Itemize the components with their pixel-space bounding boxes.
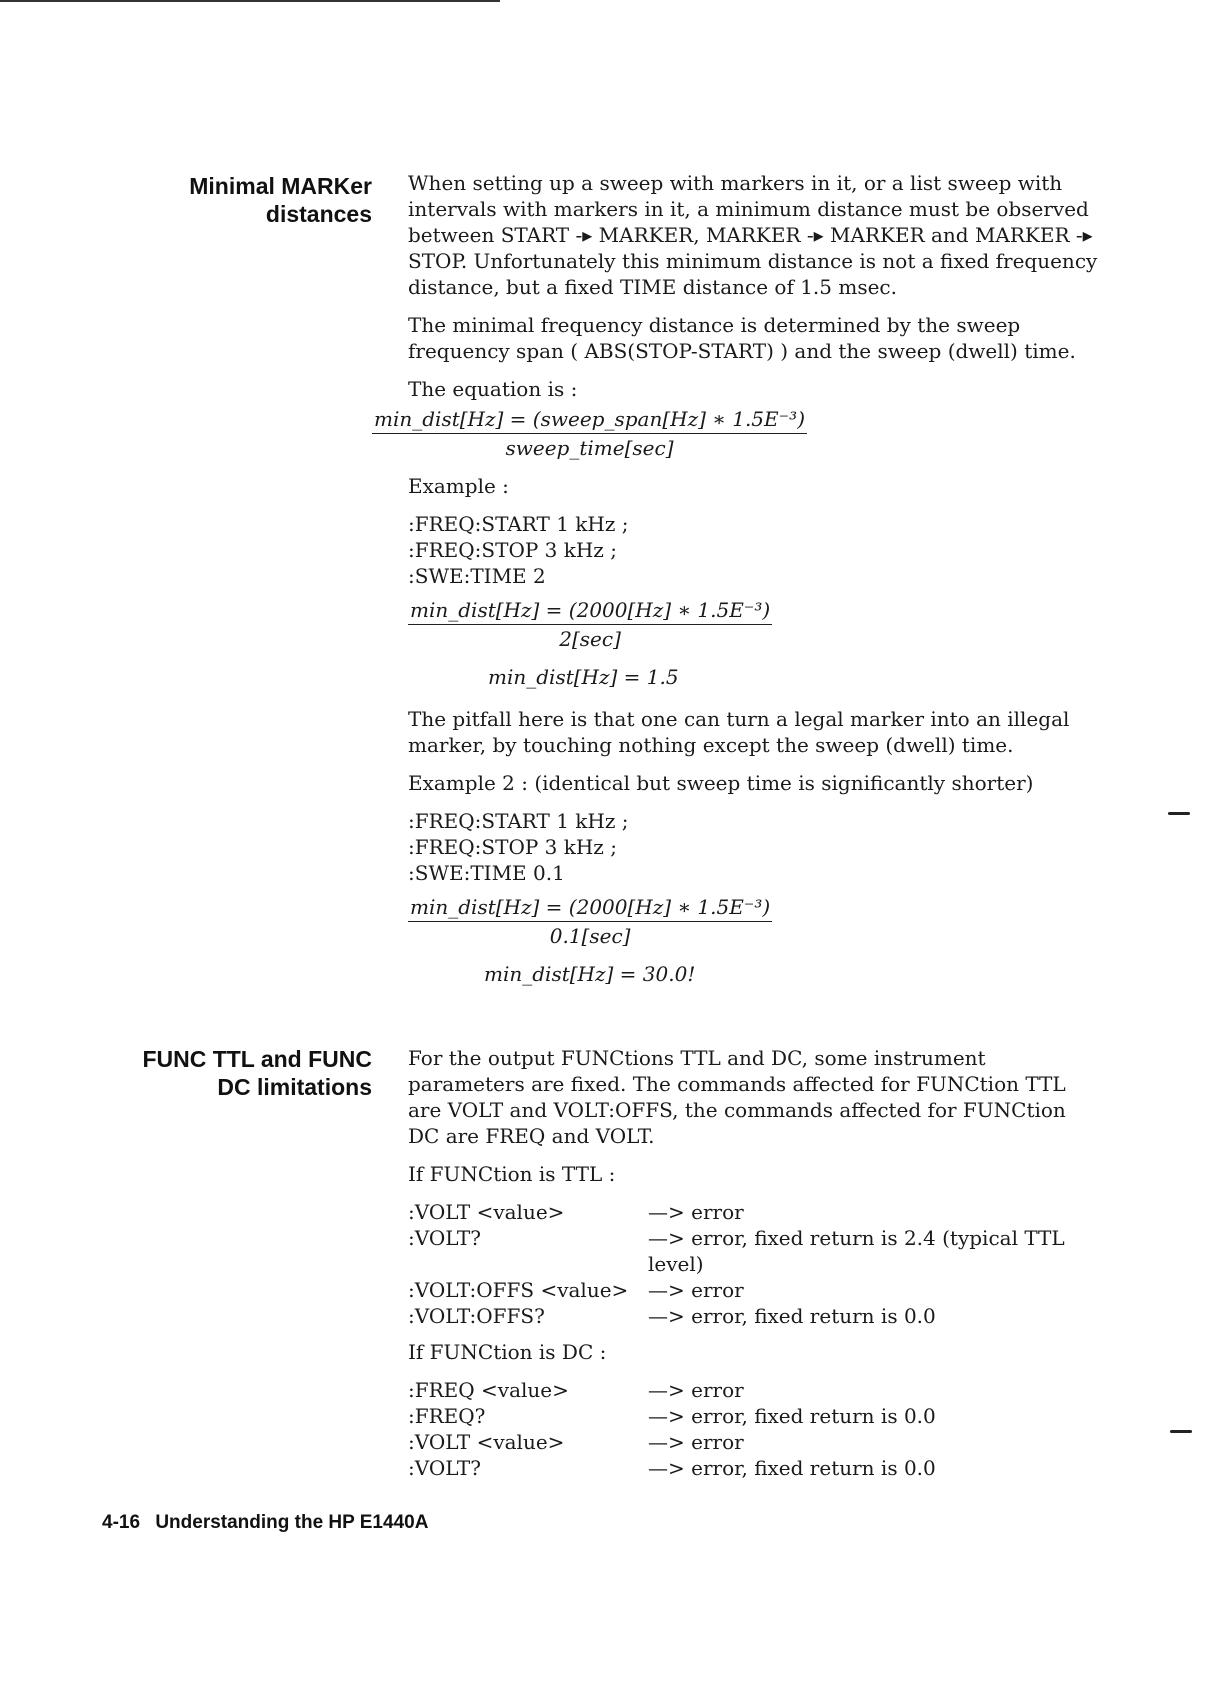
paragraph: Example : — [408, 474, 509, 498]
paragraph: When setting up a sweep with markers in it, or a list sweep with intervals with markers in it, a minimum distance must be observed between START -▸ MARKER, MARKER -▸ MARKER and MARKER -▸ STOP. Unfortunately this minimum distance is not a fixed frequency distance, but a fixed TIME distance of 1.5 msec. — [408, 171, 1098, 299]
result-cell: —> error — [648, 1200, 744, 1224]
result-cell: —> error, fixed return is 0.0 — [648, 1456, 936, 1480]
heading-line: FUNC TTL and FUNC — [142, 1046, 372, 1072]
equation-example1 — [408, 597, 1098, 652]
equation-result: min_dist[Hz] = 30.0! — [484, 962, 696, 986]
equation-general — [372, 406, 1098, 461]
command-cell: :FREQ? — [408, 1404, 486, 1428]
command-cell: :VOLT:OFFS <value> — [408, 1278, 629, 1302]
paragraph: The pitfall here is that one can turn a legal marker into an illegal marker, by touching nothing except the sweep (dwell) time. — [408, 707, 1070, 757]
command-cell: :VOLT <value> — [408, 1200, 565, 1224]
paragraph: The minimal frequency distance is determined by the sweep frequency span ( ABS(STOP-START) ) and the sweep (dwell) time. — [408, 313, 1076, 363]
fraction-denominator: sweep_time[sec] — [505, 436, 674, 460]
code-line: :SWE:TIME 0.1 — [408, 861, 565, 885]
command-cell: :VOLT? — [408, 1456, 481, 1480]
heading-line: distances — [265, 201, 372, 227]
ttl-command-table — [408, 1199, 1098, 1329]
result-cell: —> error, fixed return is 2.4 (typical TTL level) — [648, 1226, 1065, 1276]
page-number: 4-16 — [102, 1512, 141, 1533]
section-body-marker-distances — [374, 170, 1098, 999]
result-cell: —> error, fixed return is 0.0 — [648, 1304, 936, 1328]
fraction — [408, 597, 772, 652]
fraction — [372, 406, 807, 461]
section-heading-marker-distances — [122, 172, 372, 228]
section-heading-func-limitations — [122, 1045, 372, 1101]
result-cell: —> error — [648, 1378, 744, 1402]
paragraph: The equation is : — [408, 377, 578, 401]
code-line: :FREQ:START 1 kHz ; — [408, 512, 629, 536]
result-cell: —> error, fixed return is 0.0 — [648, 1404, 936, 1428]
margin-mark — [1168, 812, 1190, 815]
dc-command-table — [408, 1377, 1098, 1481]
equation-result: min_dist[Hz] = 1.5 — [488, 665, 679, 689]
result-cell: —> error — [648, 1278, 744, 1302]
code-block-example2 — [408, 808, 1098, 886]
code-line: :FREQ:STOP 3 kHz ; — [408, 538, 617, 562]
fraction-numerator: min_dist[Hz] = (sweep_span[Hz] ∗ 1.5E⁻³) — [372, 406, 807, 434]
fraction-denominator: 0.1[sec] — [549, 924, 631, 948]
paragraph: If FUNCtion is TTL : — [408, 1162, 616, 1186]
command-cell: :VOLT:OFFS? — [408, 1304, 545, 1328]
heading-line: Minimal MARKer — [189, 173, 372, 199]
fraction-denominator: 2[sec] — [559, 627, 621, 651]
fraction-numerator: min_dist[Hz] = (2000[Hz] ∗ 1.5E⁻³) — [408, 894, 772, 922]
page-footer — [102, 1512, 428, 1534]
paragraph: If FUNCtion is DC : — [408, 1340, 607, 1364]
paragraph: For the output FUNCtions TTL and DC, some instrument parameters are fixed. The commands affected for FUNCtion TTL are VOLT and VOLT:OFFS, the commands affected for FUNCtion DC are FREQ and VOLT. — [408, 1046, 1066, 1148]
code-line: :SWE:TIME 2 — [408, 564, 546, 588]
equation-example2 — [408, 894, 1098, 949]
code-line: :FREQ:STOP 3 kHz ; — [408, 835, 617, 859]
code-block-example1 — [408, 511, 1098, 589]
fraction — [408, 894, 772, 949]
command-cell: :VOLT <value> — [408, 1430, 565, 1454]
paragraph: Example 2 : (identical but sweep time is significantly shorter) — [408, 771, 1034, 795]
fraction-numerator: min_dist[Hz] = (2000[Hz] ∗ 1.5E⁻³) — [408, 597, 772, 625]
margin-mark — [1170, 1430, 1192, 1433]
top-rule — [0, 0, 500, 2]
code-line: :FREQ:START 1 kHz ; — [408, 809, 629, 833]
result-cell: —> error — [648, 1430, 744, 1454]
heading-line: DC limitations — [217, 1074, 372, 1100]
command-cell: :FREQ <value> — [408, 1378, 569, 1402]
command-cell: :VOLT? — [408, 1226, 481, 1250]
footer-title: Understanding the HP E1440A — [155, 1512, 429, 1533]
section-body-func-limitations — [408, 1045, 1098, 1491]
